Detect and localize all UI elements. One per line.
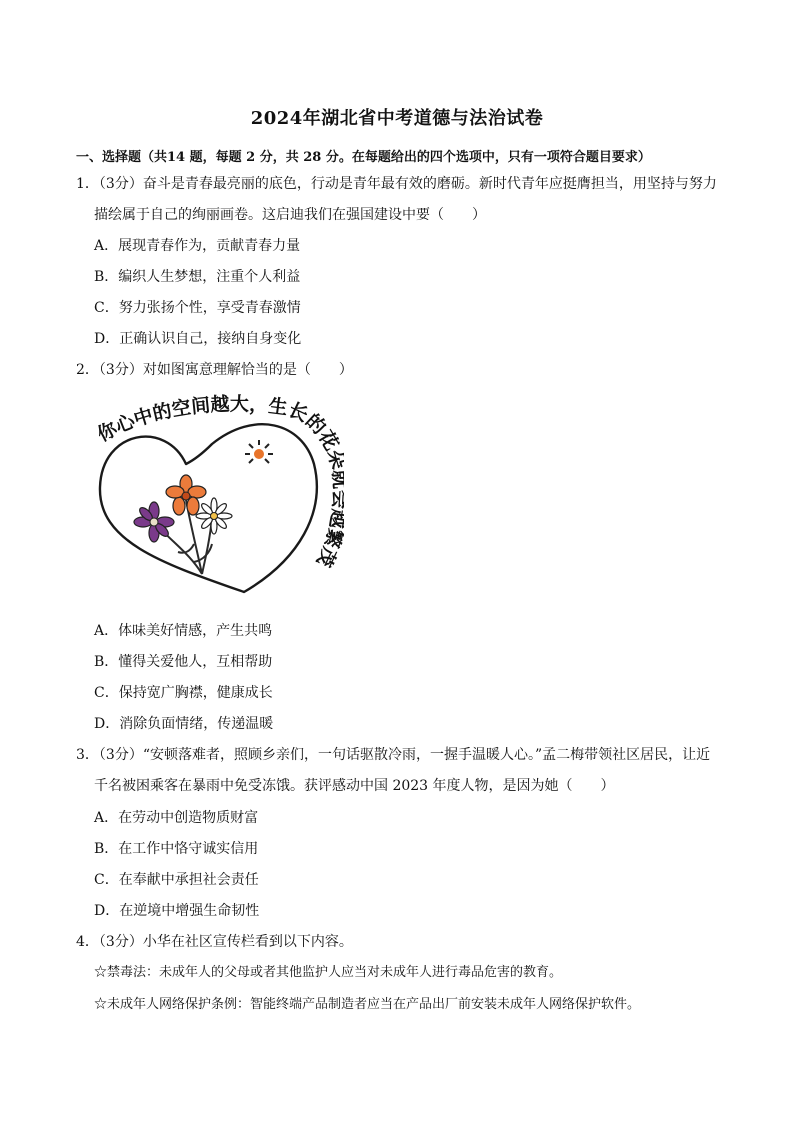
option-a: A．体味美好情感，产生共鸣 [94, 623, 273, 639]
heart-flower-illustration [94, 392, 344, 607]
option-b: B．在工作中恪守诚实信用 [94, 841, 259, 857]
purple-flower-icon [134, 502, 174, 542]
option-c: C．在奉献中承担社会责任 [94, 872, 259, 888]
law-note: ☆禁毒法：未成年人的父母或者其他监护人应当对未成年人进行毒品危害的教育。 [94, 965, 563, 980]
question-score: （3分） [98, 934, 143, 950]
option-b: B．懂得关爱他人，互相帮助 [94, 654, 273, 670]
question-text: 奋斗是青春最亮丽的底色，行动是青年最有效的磨砺。新时代青年应挺膺担当，用坚持与努力 [142, 176, 717, 192]
question-number: 1． [76, 176, 99, 192]
question-text: “安顿落难者，照顾乡亲们，一句话驱散冷雨，一握手温暖人心。”孟二梅带领社区居民，让近 [142, 747, 711, 763]
question-number: 4． [76, 934, 99, 950]
option-d: D．消除负面情绪，传递温暖 [94, 716, 274, 732]
option-c: C．努力张扬个性，享受青春激情 [94, 300, 301, 316]
question-1 [76, 174, 717, 194]
orange-flower-icon [166, 475, 206, 515]
section-heading: 一、选择题（共14 题，每题 2 分，共 28 分。在每题给出的四个选项中，只有一项符合题目要求） [76, 150, 651, 165]
question-4 [76, 932, 353, 952]
option-b: B．编织人生梦想，注重个人利益 [94, 269, 301, 285]
question-text-continued: 千名被困乘客在暴雨中免受冻饿。获评感动中国 2023 年度人物，是因为她（ ） [94, 778, 615, 794]
question-text-continued: 描绘属于自己的绚丽画卷。这启迪我们在强国建设中要（ ） [94, 207, 486, 223]
question-score: （3分） [98, 176, 143, 192]
question-text: 对如图寓意理解恰当的是（ ） [142, 362, 353, 378]
question-3 [76, 745, 710, 765]
question-2 [76, 360, 353, 380]
option-a: A．在劳动中创造物质财富 [94, 810, 259, 826]
page-title: 2024年湖北省中考道德与法治试卷 [250, 108, 544, 129]
question-text: 小华在社区宣传栏看到以下内容。 [142, 934, 353, 950]
option-d: D．正确认识自己，接纳自身变化 [94, 331, 302, 347]
heart-caption: 你心中的空间越大，生长的花 繁茂 [94, 393, 344, 571]
question-number: 3． [76, 747, 99, 763]
question-number: 2． [76, 362, 99, 378]
law-note: ☆未成年人网络保护条例：智能终端产品制造者应当在产品出厂前安装未成年人网络保护软件。 [94, 997, 641, 1012]
illustration-svg [94, 392, 344, 607]
sun-icon [245, 440, 273, 463]
question-score: （3分） [98, 747, 143, 763]
option-c: C．保持宽广胸襟，健康成长 [94, 685, 273, 701]
option-d: D．在逆境中增强生命韧性 [94, 903, 260, 919]
option-a: A．展现青春作为，贡献青春力量 [94, 238, 301, 254]
question-score: （3分） [98, 362, 143, 378]
daisy-flower-icon [196, 498, 232, 534]
